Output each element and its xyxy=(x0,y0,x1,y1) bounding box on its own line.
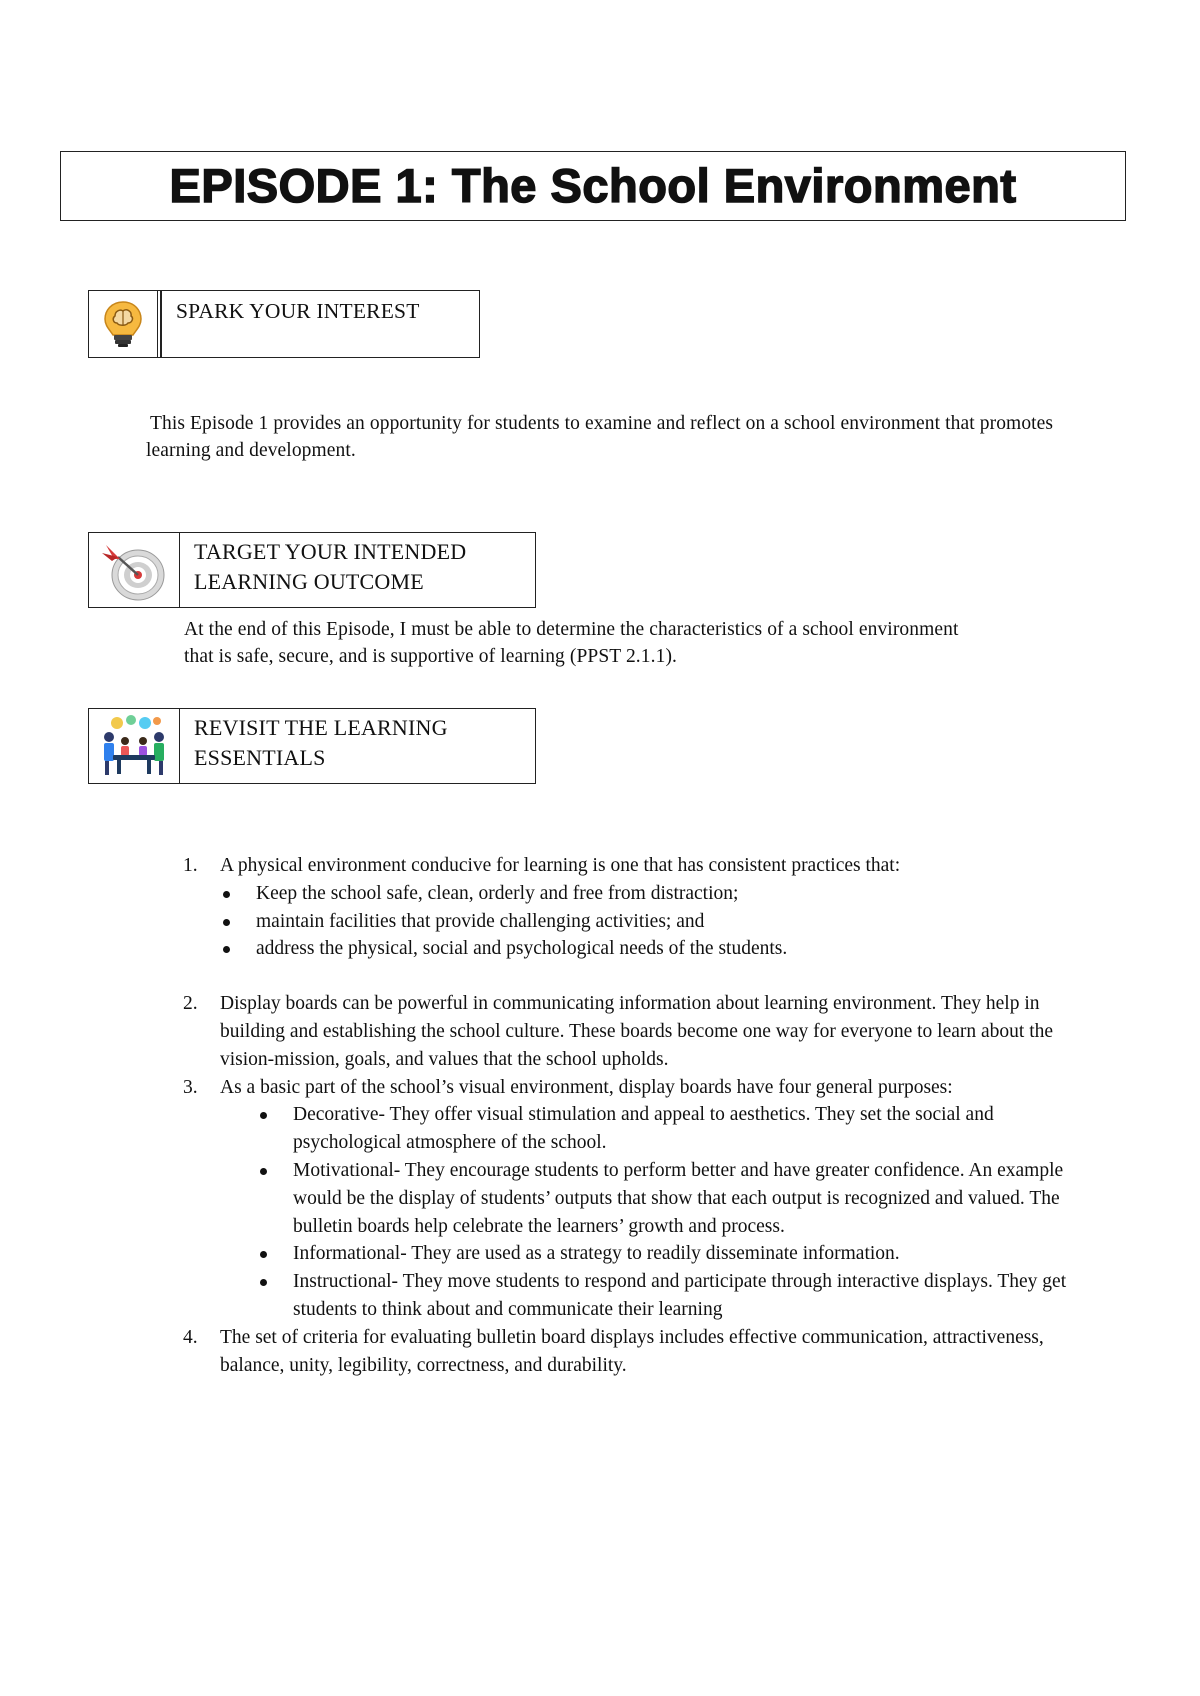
bullet-text: address the physical, social and psychological needs of the students. xyxy=(256,938,788,960)
list-item xyxy=(175,990,1075,1073)
spark-section-title: SPARK YOUR INTEREST xyxy=(176,299,420,323)
bullet-item xyxy=(220,1240,1075,1268)
bullet-text: Instructional- They move students to respond and participate through interactive displays. They get students to think about and communicate their learning xyxy=(293,1271,1067,1320)
students-table-icon xyxy=(89,709,180,783)
bullet-text: maintain facilities that provide challenging activities; and xyxy=(256,910,705,932)
revisit-section-title-line2: ESSENTIALS xyxy=(194,745,326,770)
bullet-item xyxy=(220,1157,1075,1240)
target-text-line2: that is safe, secure, and is supportive of learning (PPST 2.1.1). xyxy=(184,646,678,667)
bullet-item xyxy=(220,935,1075,963)
bullet-icon xyxy=(260,1168,267,1175)
list-item-text: A physical environment conducive for learning is one that has consistent practices that: xyxy=(220,855,901,876)
list-item-number: 4. xyxy=(183,1326,198,1348)
bullet-icon xyxy=(260,1251,267,1258)
list-item-text: Display boards can be powerful in communicating information about learning environment. They help in building and establishing the school culture. These boards become one way for everyone to learn about the vision-mission, goals, and values that the school upholds. xyxy=(220,993,1054,1070)
bullet-text: Motivational- They encourage students to perform better and have greater confidence. An example would be the display of students’ outputs that show that each output is recognized and valued. The bulletin boards help celebrate the learners’ growth and process. xyxy=(293,1159,1064,1237)
lightbulb-brain-icon xyxy=(89,291,158,357)
essentials-list xyxy=(175,852,1075,1379)
list-item-text: As a basic part of the school’s visual environment, display boards have four general purposes: xyxy=(220,1076,953,1098)
list-item xyxy=(175,852,1075,990)
list-item-text: The set of criteria for evaluating bulletin board displays includes effective communication, attractiveness, balance, unity, legibility, correctness, and durability. xyxy=(220,1326,1044,1376)
target-section-title-line2: LEARNING OUTCOME xyxy=(194,569,424,594)
list-item-number: 2. xyxy=(183,993,198,1015)
spark-paragraph xyxy=(146,410,1086,464)
spark-section-header xyxy=(88,290,480,358)
title-box xyxy=(60,151,1126,221)
bullet-text: Decorative- They offer visual stimulation and appeal to aesthetics. They set the social and psychological atmosphere of the school. xyxy=(293,1104,994,1154)
bullet-icon xyxy=(260,1279,267,1286)
bullet-list xyxy=(220,880,1075,963)
revisit-section-header xyxy=(88,708,536,784)
bullet-item xyxy=(220,1101,1075,1157)
spark-text: This Episode 1 provides an opportunity for students to examine and reflect on a school environment that promotes learning and development. xyxy=(146,413,1054,461)
bullet-item xyxy=(220,880,1075,908)
list-item-number: 1. xyxy=(183,855,198,876)
bullet-text: Keep the school safe, clean, orderly and free from distraction; xyxy=(256,882,739,904)
bullet-text: Informational- They are used as a strategy to readily disseminate information. xyxy=(293,1243,900,1265)
target-section-title-line1: TARGET YOUR INTENDED xyxy=(194,539,467,564)
bullet-icon xyxy=(223,946,230,953)
bullet-icon xyxy=(223,891,230,898)
list-item xyxy=(175,1324,1075,1380)
dart-target-icon xyxy=(89,533,180,607)
list-item xyxy=(175,1074,1075,1324)
page-title: EPISODE 1: The School Environment xyxy=(169,159,1017,212)
bullet-list xyxy=(220,1101,1075,1323)
target-section-header xyxy=(88,532,536,608)
bullet-icon xyxy=(260,1112,267,1119)
target-paragraph xyxy=(184,616,1124,670)
bullet-item xyxy=(220,908,1075,936)
list-item-number: 3. xyxy=(183,1076,198,1098)
revisit-section-title-line1: REVISIT THE LEARNING xyxy=(194,715,448,740)
target-text-line1: At the end of this Episode, I must be able to determine the characteristics of a school environment xyxy=(184,619,959,640)
bullet-item xyxy=(220,1268,1075,1324)
bullet-icon xyxy=(223,919,230,926)
